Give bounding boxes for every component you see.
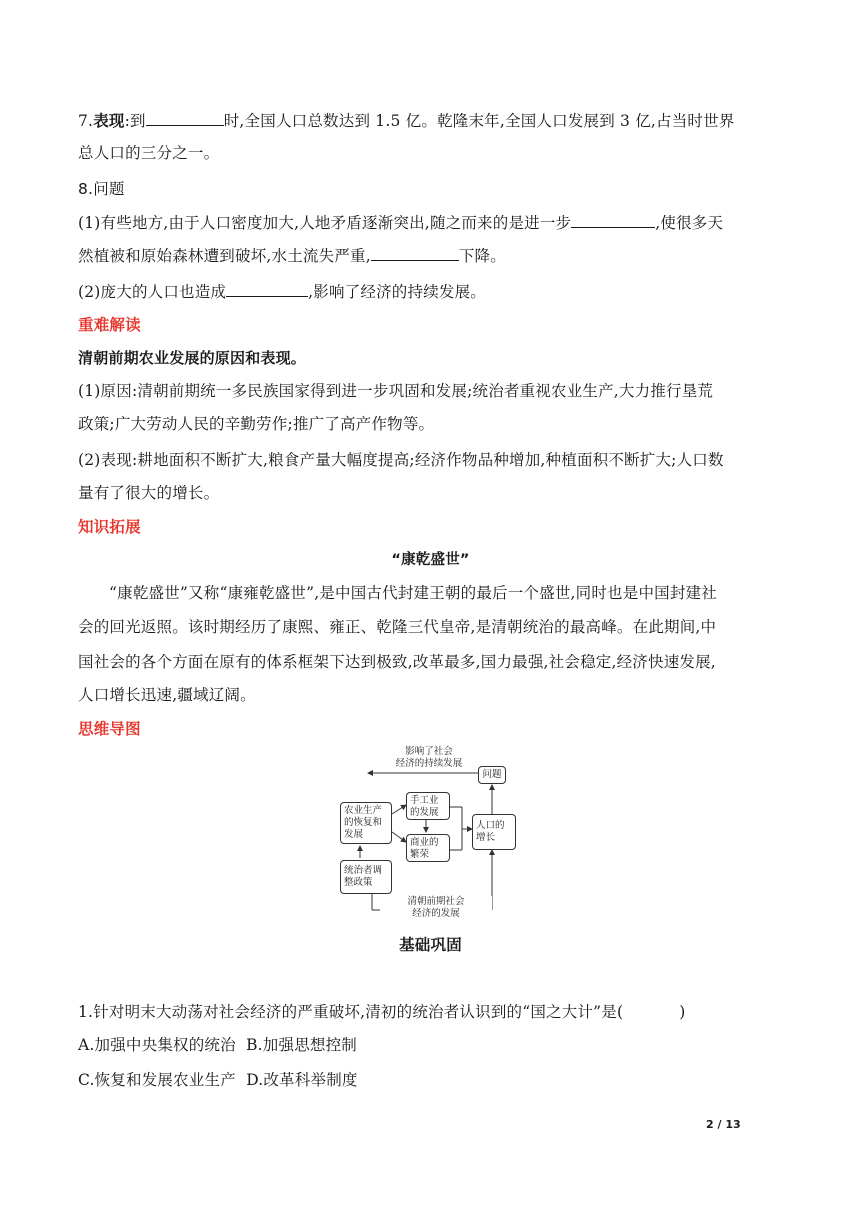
q8-blank-3[interactable] <box>226 282 308 297</box>
box-commerce <box>406 834 450 862</box>
option-c[interactable]: C.恢复和发展农业生产 <box>78 1071 236 1089</box>
interpretation-heading: 重难解读 <box>78 316 141 334</box>
q1-close-paren: ) <box>679 1003 686 1021</box>
mindmap-heading: 思维导图 <box>78 720 141 738</box>
box-handicraft <box>406 792 450 820</box>
q7-line-1 <box>78 110 783 132</box>
q8-p2-text-b: ,影响了经济的持续发展。 <box>308 283 486 301</box>
agri-line-2: 的恢复和 <box>344 817 383 828</box>
exercise-heading: 基础巩固 <box>399 936 462 954</box>
page-number: 2 / 13 <box>706 1118 741 1131</box>
option-b[interactable]: B.加强思想控制 <box>246 1036 358 1054</box>
q8-title: 8.问题 <box>78 180 125 198</box>
q8-p1-line-2 <box>78 245 783 267</box>
option-d[interactable]: D.改革科举制度 <box>246 1071 358 1089</box>
q8-p1-text-a: (1)有些地方,由于人口密度加大,人地矛盾逐渐突出,随之而来的是进一步 <box>78 214 572 232</box>
handicraft-line-1: 手工业 <box>410 795 439 806</box>
q8-p2-text-a: (2)庞大的人口也造成 <box>78 283 227 301</box>
box-agriculture <box>340 802 392 844</box>
policy-line-1: 统治者调 <box>344 865 383 876</box>
bottom-label-line-1: 清朝前期社会 <box>407 896 465 907</box>
q7-term: 表现 <box>93 112 125 130</box>
agri-line-1: 农业生产 <box>344 805 383 816</box>
q8-blank-2[interactable] <box>371 246 459 261</box>
box-policy <box>340 860 392 894</box>
q7-number: 7. <box>78 112 94 130</box>
q8-p1-text-d: 下降。 <box>458 247 506 265</box>
policy-line-2: 整政策 <box>344 877 373 888</box>
q7-text: 时,全国人口总数达到 1.5 亿。乾隆末年,全国人口发展到 3 亿,占当时世界 <box>223 112 735 130</box>
box-problem: 问题 <box>478 766 506 784</box>
population-line-1: 人口的 <box>476 820 505 831</box>
extension-line-1: “康乾盛世”又称“康雍乾盛世”,是中国古代封建王朝的最后一个盛世,同时也是中国封建社 <box>109 584 717 602</box>
q1-options-row-1 <box>78 1034 783 1056</box>
interpretation-subtitle: 清朝前期农业发展的原因和表现。 <box>78 349 307 367</box>
q8-p1-line-1 <box>78 212 783 234</box>
extension-heading: 知识拓展 <box>78 518 141 536</box>
extension-title: “康乾盛世” <box>391 552 470 568</box>
q7-line-2: 总人口的三分之一。 <box>78 144 220 162</box>
top-label-line-2: 经济的持续发展 <box>395 758 463 769</box>
mind-map-diagram <box>330 742 530 922</box>
q7-colon: :到 <box>124 112 146 130</box>
mindmap-bottom-label <box>380 896 492 920</box>
exercise-q1 <box>78 1001 783 1023</box>
population-line-2: 增长 <box>476 832 496 843</box>
option-a[interactable]: A.加强中央集权的统治 <box>78 1036 236 1054</box>
q8-p1-text-c: 然植被和原始森林遭到破坏,水土流失严重, <box>78 247 371 265</box>
q1-text: 1.针对明末大动荡对社会经济的严重破坏,清初的统治者认识到的“国之大计”是( <box>78 1003 624 1021</box>
interpretation-p2-line-2: 量有了很大的增长。 <box>78 484 220 502</box>
extension-line-4: 人口增长迅速,疆域辽阔。 <box>78 686 256 704</box>
top-label-line-1: 影响了社会 <box>405 746 453 757</box>
handicraft-line-2: 的发展 <box>410 807 439 818</box>
commerce-line-2: 繁荣 <box>410 849 430 860</box>
extension-line-3: 国社会的各个方面在原有的体系框架下达到极致,改革最多,国力最强,社会稳定,经济快速发展, <box>78 653 716 671</box>
interpretation-p2-line-1: (2)表现:耕地面积不断扩大,粮食产量大幅度提高;经济作物品种增加,种植面积不断扩大;人口数 <box>78 451 724 469</box>
extension-line-2: 会的回光返照。该时期经历了康熙、雍正、乾隆三代皇帝,是清朝统治的最高峰。在此期间,中 <box>78 618 717 636</box>
interpretation-p1-line-2: 政策;广大劳动人民的辛勤劳作;推广了高产作物等。 <box>78 415 435 433</box>
box-population <box>472 814 516 850</box>
q7-blank[interactable] <box>146 111 224 126</box>
mindmap-top-label <box>384 746 474 770</box>
q8-p2-line <box>78 281 783 303</box>
commerce-line-1: 商业的 <box>410 837 439 848</box>
q8-blank-1[interactable] <box>571 213 655 228</box>
interpretation-p1-line-1: (1)原因:清朝前期统一多民族国家得到进一步巩固和发展;统治者重视农业生产,大力推行垦荒 <box>78 382 714 400</box>
bottom-label-line-2: 经济的发展 <box>412 908 460 919</box>
agri-line-3: 发展 <box>344 829 364 840</box>
q8-p1-text-b: ,使很多天 <box>655 214 724 232</box>
q1-options-row-2 <box>78 1069 783 1091</box>
